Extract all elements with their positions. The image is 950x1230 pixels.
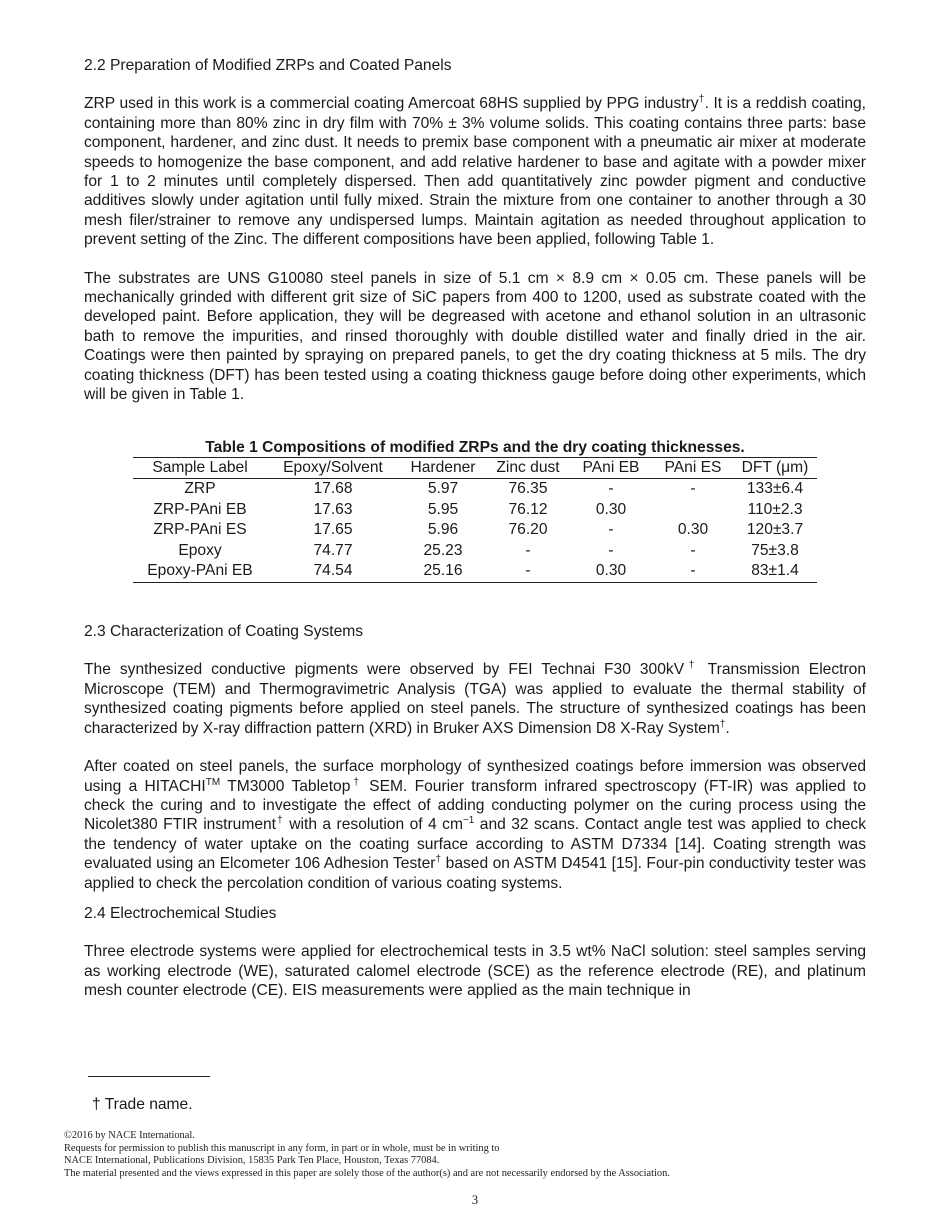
page-body	[84, 56, 866, 1001]
p4-text-e: and 32 scans. Contact angle test was applied to check the tendency of water uptake on the coating surface according to ASTM D7334 [14]. Coating strength was evaluated using an Elcometer 106 Adhesion Tester	[84, 816, 867, 873]
page-number: 3	[471, 1193, 479, 1207]
footer-line: NACE International, Publications Division, 15835 Park Ten Place, Houston, Texas 77084.	[64, 1155, 440, 1166]
col-header: DFT (μm)	[741, 458, 809, 476]
footer-line: Requests for permission to publish this manuscript in any form, in part or in whole, must be in writing to	[64, 1142, 500, 1154]
table-cell: ZRP-PAni EB	[153, 500, 247, 518]
table-cell: 74.77	[313, 541, 353, 559]
table-cell: 74.54	[313, 562, 353, 580]
trademark-mark: TM	[205, 776, 221, 788]
dagger-mark: †	[435, 853, 442, 865]
p4-text-a: After coated on steel panels, the surface morphology of synthesized coatings before immersion was observed using a HITACHI	[84, 758, 866, 795]
table-cell: 25.16	[423, 562, 463, 580]
table-cell: -	[525, 562, 531, 580]
p1-text-a: ZRP used in this work is a commercial coating Amercoat 68HS supplied by PPG industry	[84, 95, 699, 113]
p1-text-b: . It is a reddish coating, containing more than 80% zinc in dry film with 70% ± 3% volume solids. This coating contains three parts: base component, hardener, and zinc dust. It needs to premix base component with a pneumatic air mixer at moderate speeds to homogenize the base component, and add relative hardener to base and agitate with a powder mixer for 1 to 2 minutes until completely dispersed. Then add quantitatively zinc powder pigment and conductive additives slowly under agitation until fully mixed. Strain the mixture from one container to another through a 30 mesh filer/strainer to remove any undispersed lumps. Maintain agitation as needed throughout application to prevent setting of the Zinc. The different compositions have been applied, following Table 1.	[84, 95, 866, 249]
table-row	[133, 520, 817, 541]
table-cell: -	[690, 541, 696, 559]
paragraph-electrochemical: Three electrode systems were applied for electrochemical tests in 3.5 wt% NaCl solution: steel samples serving as working electrode (WE), saturated calomel electrode (SCE) as the reference electrode (RE), and platinum mesh counter electrode (CE). EIS measurements were applied as the main technique in	[84, 943, 866, 1000]
table-cell: Epoxy-PAni EB	[147, 562, 253, 580]
table-row	[133, 500, 817, 521]
table-cell: 83±1.4	[751, 562, 799, 580]
table-cell: -	[690, 562, 696, 580]
table-cell: 5.95	[427, 500, 459, 518]
table-1	[133, 438, 817, 584]
copyright-footer	[64, 1130, 670, 1180]
paragraph-substrates: The substrates are UNS G10080 steel panels in size of 5.1 cm × 8.9 cm × 0.05 cm. These panels will be mechanically grinded with different grit size of SiC papers from 400 to 1200, used as substrate coated with the developed paint. Before application, they will be degreased with acetone and ethanol solution in an ultrasonic bath to remove the impurities, and rinsed thoroughly with double distilled water and finally dried in the air. Coatings were then painted by spraying on prepared panels, to get the dry coating thickness at 5 mils. The dry coating thickness (DFT) has been tested using a coating thickness gauge before doing other experiments, which will be given in Table 1.	[84, 269, 866, 404]
col-header: Epoxy/Solvent	[283, 458, 383, 476]
dagger-mark: †	[350, 776, 362, 788]
table-cell: 17.68	[313, 480, 353, 498]
table-cell: -	[608, 521, 614, 539]
table-row	[133, 541, 817, 562]
table-row	[133, 561, 817, 582]
col-header: PAni EB	[582, 458, 640, 476]
footnote-trade-name: † Trade name.	[92, 1096, 193, 1113]
table-cell: 25.23	[423, 541, 463, 559]
section-heading-2-2: 2.2 Preparation of Modified ZRPs and Coated Panels	[84, 57, 452, 74]
table-caption: Table 1 Compositions of modified ZRPs and the dry coating thicknesses.	[205, 438, 745, 456]
dagger-mark: †	[684, 660, 699, 672]
p3-text-b: Transmission Electron Microscope (TEM) and Thermogravimetric Analysis (TGA) was applied to evaluate the thermal stability of synthesized coating pigments before applied on steel panels. The structure of synthesized coatings has been characterized by X-ray diffraction pattern (XRD) in Bruker AXS Dimension D8 X-Ray System	[84, 661, 867, 737]
p4-text-f: based on ASTM D4541 [15]. Four-pin conductivity tester was applied to check the percolation condition of various coating systems.	[84, 855, 867, 892]
col-header: Sample Label	[152, 458, 248, 476]
table-cell: ZRP-PAni ES	[153, 521, 247, 539]
table-cell: 75±3.8	[751, 541, 799, 559]
table-cell: 110±2.3	[747, 500, 803, 518]
section-heading-2-3: 2.3 Characterization of Coating Systems	[84, 623, 364, 641]
table-row	[133, 479, 817, 500]
p4-text-b: TM3000 Tabletop	[220, 777, 351, 795]
table-cell	[653, 500, 733, 521]
compositions-table	[133, 457, 817, 584]
table-cell: -	[690, 480, 696, 498]
paragraph-zrp-description	[84, 94, 866, 249]
dagger-mark: †	[698, 94, 705, 106]
p3-text-c: .	[725, 719, 730, 737]
table-cell: 76.20	[508, 521, 548, 539]
p3-text-a: The synthesized conductive pigments were observed by FEI Technai F30 300kV	[84, 661, 685, 679]
footer-line: The material presented and the views expressed in this paper are solely those of the author(s) and are not necessarily endorsed by the Association.	[64, 1167, 670, 1179]
footer-line: ©2016 by NACE International.	[64, 1130, 195, 1141]
table-cell: 5.96	[427, 521, 459, 539]
table-cell: 0.30	[595, 500, 627, 518]
p4-text-d: with a resolution of 4 cm	[283, 816, 463, 834]
paragraph-surface-morphology	[84, 757, 866, 893]
table-cell: Epoxy	[178, 541, 222, 559]
dagger-mark: †	[276, 815, 284, 827]
table-cell: -	[525, 541, 531, 559]
table-cell: 76.12	[508, 500, 548, 518]
paragraph-pigment-characterization	[84, 660, 866, 738]
table-cell: -	[608, 480, 614, 498]
col-header: Hardener	[410, 458, 476, 476]
exponent: −1	[462, 815, 475, 827]
col-header: PAni ES	[664, 458, 722, 476]
table-cell: ZRP	[184, 480, 216, 498]
table-cell: 0.30	[677, 521, 709, 539]
table-header-row	[133, 457, 817, 479]
table-cell: 133±6.4	[746, 480, 804, 498]
table-cell: -	[608, 541, 614, 559]
table-cell: 17.63	[313, 500, 353, 518]
table-cell: 0.30	[595, 562, 627, 580]
col-header: Zinc dust	[496, 458, 560, 476]
table-cell: 76.35	[508, 480, 548, 498]
table-cell: 5.97	[427, 480, 459, 498]
section-heading-2-4: 2.4 Electrochemical Studies	[84, 904, 277, 922]
footnote-rule	[88, 1076, 210, 1077]
table-cell: 120±3.7	[746, 521, 804, 539]
dagger-mark: †	[719, 718, 726, 730]
p4-text-c: SEM. Fourier transform infrared spectroscopy (FT-IR) was applied to check the curing and to investigate the effect of adding conducting polymer on the curing process using the Nicolet380 FTIR instrument	[84, 777, 867, 834]
table-cell: 17.65	[313, 521, 353, 539]
